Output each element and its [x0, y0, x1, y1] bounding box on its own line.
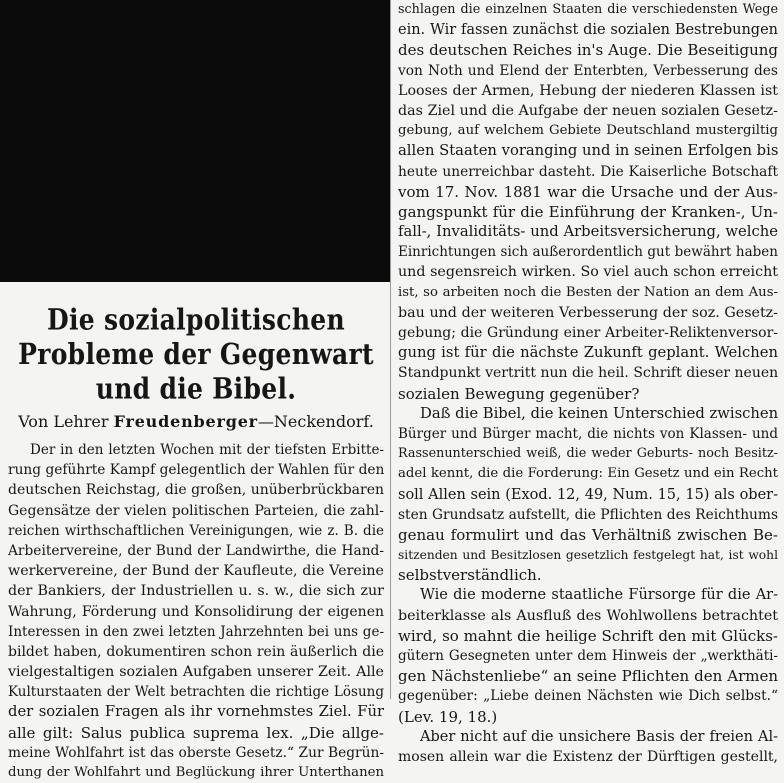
text-line: sozialen Bewegung gegenüber? [398, 384, 640, 403]
right-column [398, 0, 778, 767]
black-masked-area [0, 0, 390, 282]
headline-line-2: und die Bibel. [95, 372, 297, 406]
text-line: gen Nächstenliebe“ an seine Pflichten den Armen [398, 667, 778, 686]
text-line: rung geführte Kampf gelegentlich der Wahlen für den [8, 462, 384, 479]
left-body-text [8, 440, 384, 783]
text-line: reichen wirthschaftlichen Vereinigungen, wie z. B. die [8, 522, 384, 539]
article-byline [8, 412, 384, 432]
text-line: alle gilt: Salus publica suprema lex. „Die allge- [8, 723, 384, 742]
text-line: Kulturstaaten der Welt betrachten die richtige Lösung [8, 684, 384, 701]
text-line: sten Grundsatz aufstellt, die Pflichten des Reichthums [398, 506, 778, 523]
text-line: gung ist für die nächste Zukunft geplant. Welchen [398, 344, 778, 362]
text-line: von Noth und Elend der Enterbten, Verbesserung des [398, 62, 778, 79]
text-line: Gegensätze der vielen politischen Parteien, die zahl- [8, 502, 384, 519]
text-line: sitzenden und Besitzlosen gesetzlich festgelegt hat, ist wohl [398, 548, 778, 563]
text-line: der sozialen Fragen als ihr vornehmstes Ziel. Für [8, 703, 384, 721]
text-line: gütern Gesegneten unter dem Hinweis der „werkthäti- [398, 648, 778, 664]
right-body-text [398, 0, 778, 767]
text-line: heute unerreichbar dasteht. Die Kaiserliche Botschaft [398, 163, 778, 180]
text-line: Daß die Bibel, die keinen Unterschied zwischen [420, 404, 778, 422]
text-line: mosen allein war die Existenz der Dürftigen gestellt, [398, 748, 778, 765]
text-line: bildet haben, dokumentiren schon rein äußerlich die [8, 643, 384, 660]
text-line: vielgestaltigen sozialen Aufgaben unserer Zeit. Alle [8, 664, 384, 681]
text-line: Looses der Armen, Hebung der niederen Klassen ist [398, 82, 778, 99]
text-line: wird, so mahnt die heilige Schrift den mit Glücks- [398, 626, 778, 645]
text-line: gebung, auf welchem Gebiete Deutschland mustergiltig [398, 123, 778, 139]
byline-author: Freudenberger [113, 412, 258, 431]
text-line: und segensreich wirken. So viel auch schon erreicht [398, 264, 778, 281]
text-line: schlagen die einzelnen Staaten die verschiedensten Wege [398, 2, 778, 17]
column-divider [390, 0, 391, 699]
text-line: ein. Wir fassen zunächst die sozialen Bestrebungen [398, 22, 778, 39]
text-line: Einrichtungen sich außerordentlich gut bewährt haben [398, 244, 778, 261]
text-line: bau und der weiteren Verbesserung der soz. Gesetz- [398, 304, 778, 321]
article-headline [8, 303, 384, 407]
text-line: meine Wohlfahrt ist das oberste Gesetz.“ Zur Begrün- [8, 744, 384, 761]
text-line: Bürger und Bürger macht, die nichts von Klassen- und [398, 425, 778, 442]
text-line: werkervereine, der Bund der Kaufleute, die Vereine [8, 563, 384, 580]
text-line: fall-, Invaliditäts- und Arbeitsversicherung, welche [398, 223, 778, 241]
text-line: gebung; die Gründung einer Arbeiter-Reliktenversor- [398, 325, 778, 341]
text-line: beiterklasse als Ausfluß des Wohlwollens betrachtet [398, 607, 778, 624]
text-line: dung der Wohlfahrt und Beglückung ihrer Unterthanen [8, 765, 384, 780]
byline-suffix: —Neckendorf. [257, 412, 374, 431]
text-line: genau formulirt und das Verhältniß zwischen Be- [398, 525, 778, 544]
text-line: ist, so arbeiten noch die Besten der Nation an dem Aus- [398, 284, 778, 300]
text-line: Interessen in den zwei letzten Jahrzehnten bei uns ge- [8, 623, 384, 640]
text-line: soll Allen sein (Exod. 12, 49, Num. 15, 15) als ober- [398, 486, 778, 503]
text-line: Wahrung, Förderung und Konsolidirung der eigenen [8, 603, 384, 620]
text-line: adel kennt, die die Forderung: Ein Gesetz und ein Recht [398, 466, 778, 482]
text-line: das Ziel und die Aufgabe der neuen sozialen Gesetz- [398, 102, 778, 119]
text-line: Arbeitervereine, der Bund der Landwirthe, die Hand- [8, 542, 384, 559]
text-line: Der in den letzten Wochen mit der tiefsten Erbitte- [30, 442, 384, 458]
text-line: Aber nicht auf die unsichere Basis der freien Al- [420, 728, 778, 745]
text-line: allen Staaten voranging und in seinen Erfolgen bis [398, 142, 778, 160]
text-line: deutschen Reichstag, die großen, unüberbrückbaren [8, 482, 384, 499]
byline-prefix: Von Lehrer [18, 412, 109, 431]
text-line: des deutschen Reiches in's Auge. Die Beseitigung [398, 41, 778, 60]
text-line: Wie die moderne staatliche Fürsorge für die Ar- [420, 587, 778, 604]
text-line: selbstverständlich. [398, 566, 542, 585]
text-line: Rassenunterschied weiß, die weder Geburts- noch Besitz- [398, 446, 778, 462]
text-line: gegenüber: „Liebe deinen Nächsten wie Dich selbst.“ [398, 688, 778, 705]
text-line: vom 17. Nov. 1881 war die Ursache und der Aus- [398, 182, 778, 201]
left-column [8, 282, 384, 783]
text-line: Standpunkt vertritt nun die heil. Schrift dieser neuen [398, 365, 778, 382]
text-line: der Bankiers, der Industriellen u. s. w., die sich zur [8, 583, 384, 600]
text-line: gangspunkt für die Einführung der Kranken-, Un- [398, 202, 778, 221]
text-line: (Lev. 19, 18.) [398, 707, 498, 726]
headline-line-1: Die sozialpolitischen Probleme der Gegenwart [18, 303, 374, 372]
